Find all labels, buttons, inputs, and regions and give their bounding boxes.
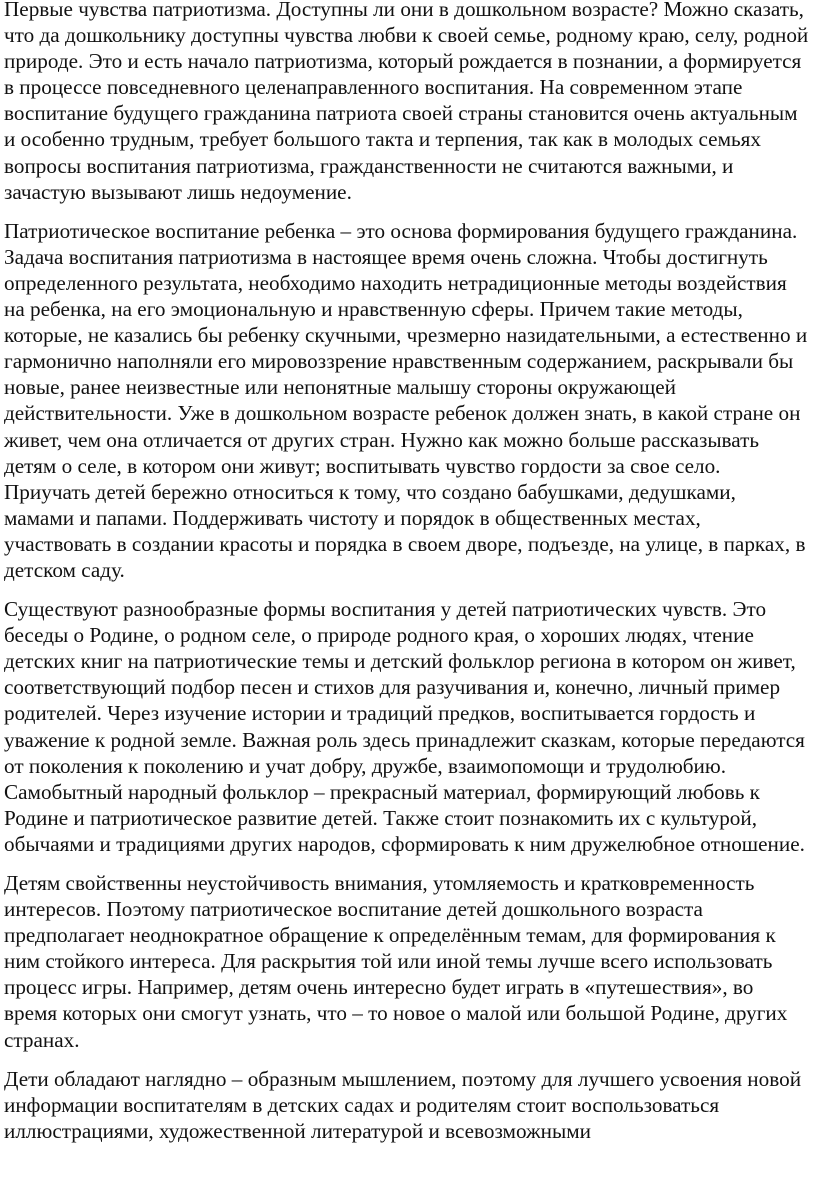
paragraph-5: Дети обладают наглядно – образным мышлением, поэтому для лучшего усвоения новой информации воспитателям в детских садах и родителям стоит воспользоваться иллюстрациями, художественной литературой и всевозможными: [4, 1066, 802, 1143]
paragraph-1: Первые чувства патриотизма. Доступны ли они в дошкольном возрасте? Можно сказать, что да дошкольнику доступны чувства любви к своей семье, родному краю, селу, родной природе. Это и есть начало патриотизма, который рождается в познании, а формируется в процессе повседневного целенаправленного воспитания. На современном этапе воспитание будущего гражданина патриота своей страны становится очень актуальным и особенно трудным, требует большого такта и терпения, так как в молодых семьях вопросы воспитания патриотизма, гражданственности не считаются важными, и зачастую вызывают лишь недоумение.: [4, 0, 809, 204]
paragraph-2: Патриотическое воспитание ребенка – это основа формирования будущего гражданина. Задача воспитания патриотизма в настоящее время очень сложна. Чтобы достигнуть определенного результата, необходимо находить нетрадиционные методы воздействия на ребенка, на его эмоциональную и нравственную сферы. Причем такие методы, которые, не казались бы ребенку скучными, чрезмерно назидательными, а естественно и гармонично наполняли его мировоззрение нравственным содержанием, раскрывали бы новые, ранее неизвестные или непонятные малышу стороны окружающей действительности. Уже в дошкольном возрасте ребенок должен знать, в какой стране он живет, чем она отличается от других стран. Нужно как можно больше рассказывать детям о селе, в котором они живут; воспитывать чувство гордости за свое село. Приучать детей бережно относиться к тому, что создано бабушками, дедушками, мамами и папами. Поддерживать чистоту и порядок в общественных местах, участвовать в создании красоты и порядка в своем дворе, подъезде, на улице, в парках, в детском саду.: [4, 218, 808, 582]
paragraph-3: Существуют разнообразные формы воспитания у детей патриотических чувств. Это беседы о Родине, о родном селе, о природе родного края, о хороших людях, чтение детских книг на патриотические темы и детский фольклор региона в котором он живет, соответствующий подбор песен и стихов для разучивания и, конечно, личный пример родителей. Через изучение истории и традиций предков, воспитывается гордость и уважение к родной земле. Важная роль здесь принадлежит сказкам, которые передаются от поколения к поколению и учат добру, дружбе, взаимопомощи и трудолюбию. Самобытный народный фольклор – прекрасный материал, формирующий любовь к Родине и патриотическое развитие детей. Также стоит познакомить их с культурой, обычаями и традициями других народов, сформировать к ним дружелюбное отношение.: [4, 597, 805, 856]
paragraph-4: Детям свойственны неустойчивость внимания, утомляемость и кратковременность интересов. Поэтому патриотическое воспитание детей дошкольного возраста предполагает неоднократное обращение к определённым темам, для формирования к ним стойкого интереса. Для раскрытия той или иной темы лучше всего использовать процесс игры. Например, детям очень интересно будет играть в «путешествия», во время которых они смогут узнать, что – то новое о малой или большой Родине, других странах.: [4, 871, 788, 1052]
